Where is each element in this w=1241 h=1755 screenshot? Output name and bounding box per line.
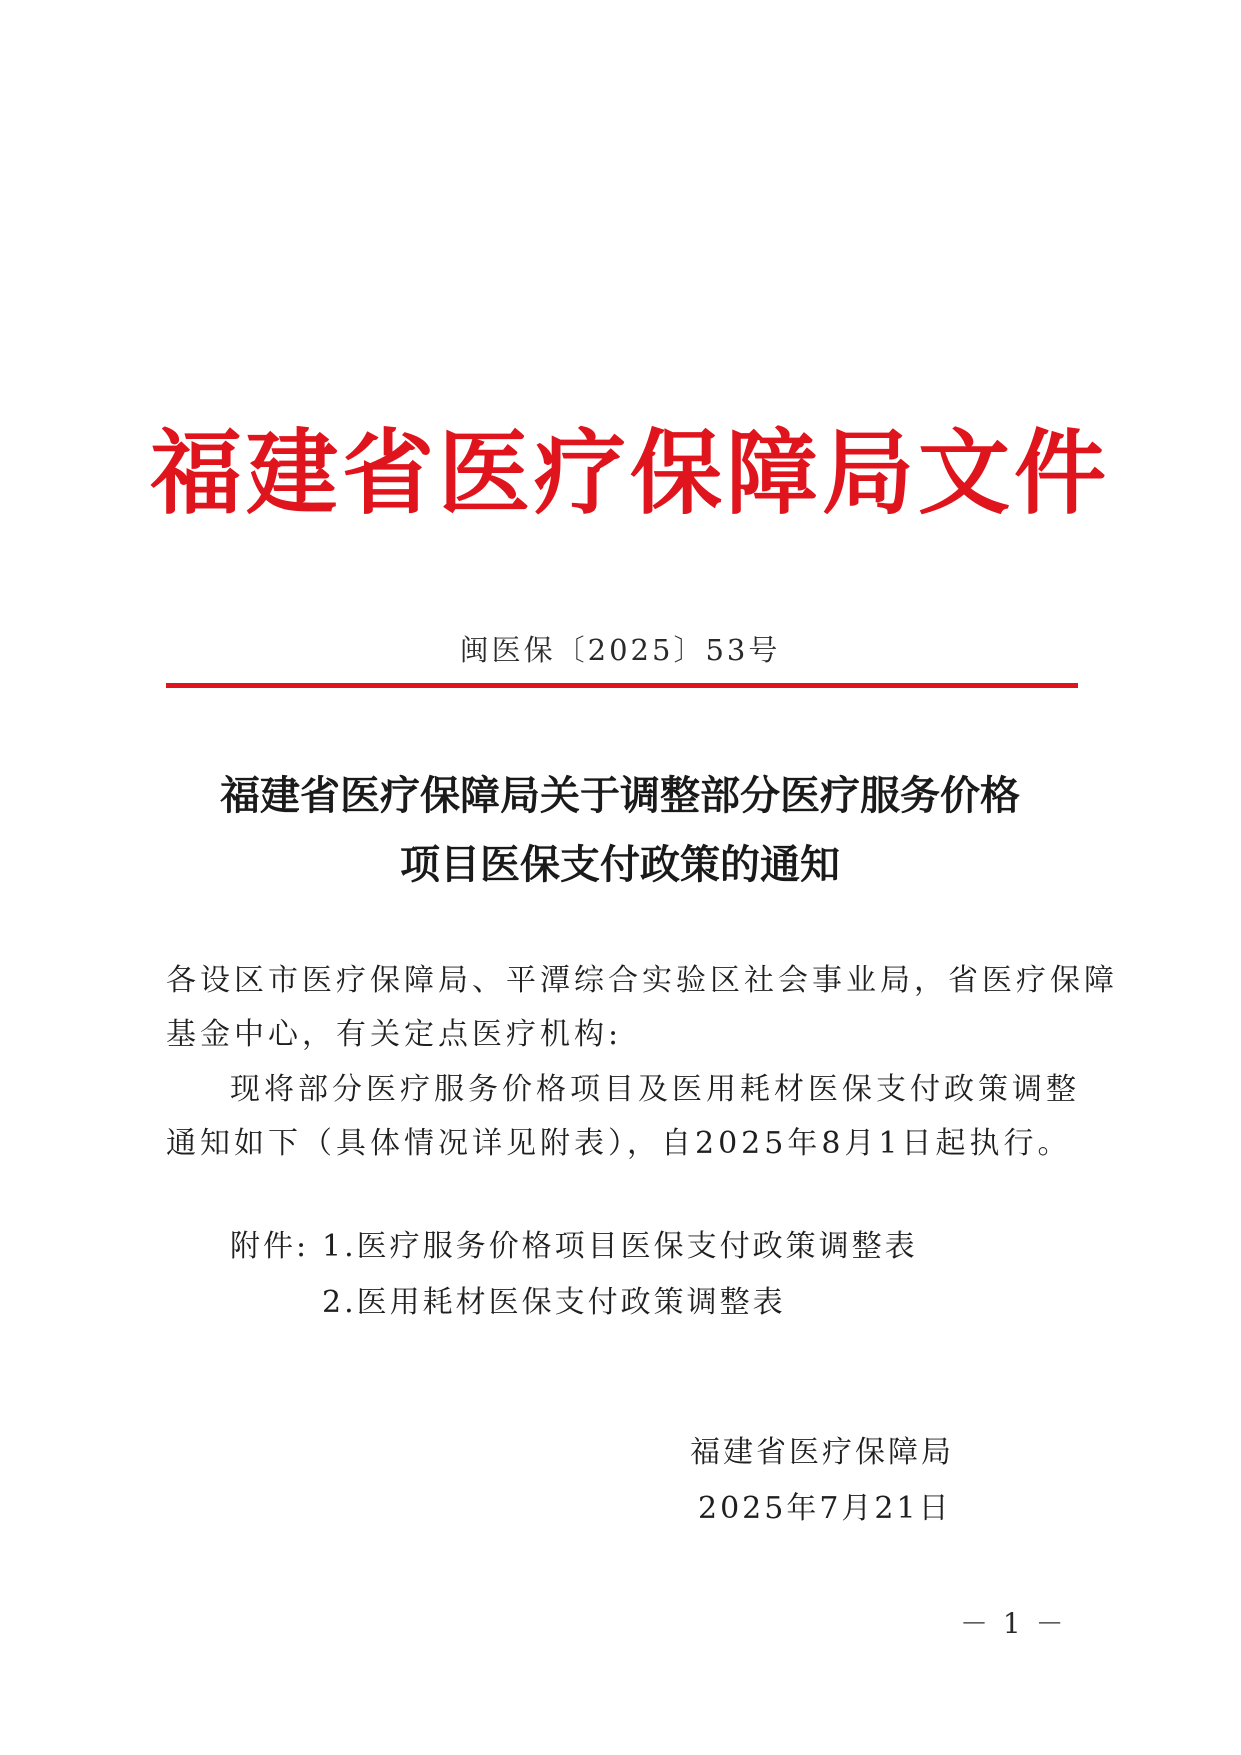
signature-issuer: 福建省医疗保障局 <box>690 1435 954 1470</box>
red-divider-line <box>166 683 1078 688</box>
attachments-label: 附件: <box>230 1229 310 1264</box>
content-line-1: 现将部分医疗服务价格项目及医用耗材医保支付政策调整 <box>230 1072 1080 1107</box>
attachment-item-1: 1.医疗服务价格项目医保支付政策调整表 <box>322 1229 918 1264</box>
signature-date: 2025年7月21日 <box>698 1491 952 1526</box>
addressee-line-2: 基金中心，有关定点医疗机构: <box>166 1017 623 1052</box>
notice-title-line-2: 项目医保支付政策的通知 <box>400 841 840 888</box>
addressee-line-1: 各设区市医疗保障局、平潭综合实验区社会事业局，省医疗保障 <box>166 963 1118 998</box>
document-number: 闽医保〔2025〕53号 <box>459 633 781 667</box>
agency-header-title: 福建省医疗保障局文件 <box>150 419 1111 527</box>
page-number: － 1 － <box>960 1607 1067 1640</box>
attachment-item-2: 2.医用耗材医保支付政策调整表 <box>322 1285 786 1320</box>
content-line-2: 通知如下（具体情况详见附表），自2025年8月1日起执行。 <box>166 1126 1072 1161</box>
notice-title-line-1: 福建省医疗保障局关于调整部分医疗服务价格 <box>220 772 1020 819</box>
